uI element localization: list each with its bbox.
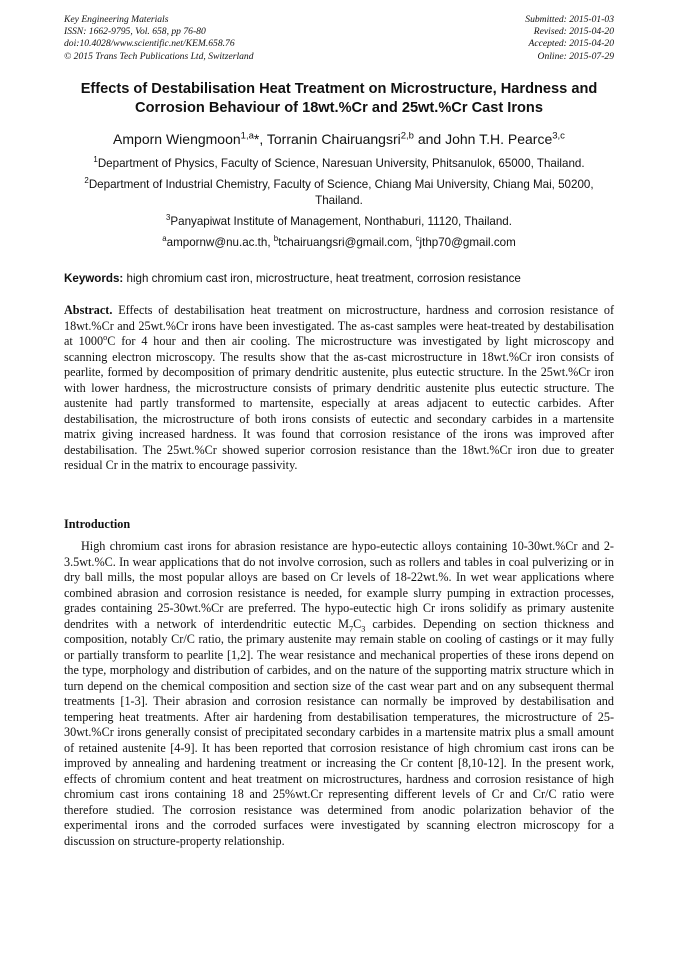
author-list [64,130,614,148]
abstract [64,303,614,474]
intro-text-1: High chromium cast irons for abrasion resistance are hypo-eutectic alloys containing 10-30wt.%Cr and 2-3.5wt.%C. In wear applications that do not involve corrosion, such as rollers and tables in coal pulverizing or in dry ball mills, the most popular alloys are based on Cr levels of 18-22wt.%. In wet wear applications where combined abrasion and corrosion resistance is needed, for example slurry pumping in extraction processes, grades containing 25-30wt.%Cr are preferred. The hypo-eutectic high Cr irons solidify as primary austenite dendrites with a network of interdendritic eutectic M [64,539,614,631]
keywords-label: Keywords: [64,272,124,285]
affiliation-1-mark: 1 [93,155,98,165]
author-separator: , [259,131,267,147]
affiliation-2 [64,177,614,208]
author-1: Amporn Wiengmoon [113,131,241,147]
affiliation-1 [64,156,614,171]
intro-text-2: C [353,616,362,631]
email-b-mark: b [273,234,279,244]
abstract-text-1: Effects of destabilisation heat treatment on microstructure, hardness and corrosion resistance of 18wt.%Cr and 25wt.%Cr irons have been investigated. The as-cast samples were heat-treated by destabilisation at 1000 [64,303,614,349]
author-2: Torranin Chairuangsri [266,131,401,147]
journal-header [64,14,394,63]
date-revised: Revised: 2015-04-20 [533,26,614,38]
affiliation-1-text: Department of Physics, Faculty of Science, Naresuan University, Phitsanulok, 65000, Thailand. [97,157,585,170]
degree-mark: o [103,333,108,343]
publication-dates [414,14,614,63]
journal-issn: ISSN: 1662-9795, Vol. 658, pp 76-80 [64,26,206,38]
author-3: John T.H. Pearce [445,131,553,147]
affiliation-2-text: Department of Industrial Chemistry, Faculty of Science, Chiang Mai University, Chiang Mai, 50200, Thailand. [88,178,594,207]
author-1-affil: 1,a [240,130,254,142]
affiliation-2-mark: 2 [84,176,89,186]
email-c[interactable]: jthp70@gmail.com [419,236,516,250]
paper-title: Effects of Destabilisation Heat Treatment on Microstructure, Hardness and Corrosion Behaviour of 18wt.%Cr and 25wt.%Cr Cast Irons [80,81,598,116]
date-accepted: Accepted: 2015-04-20 [528,38,614,50]
subscript-7: 7 [348,623,354,633]
corresponding-mark: * [253,131,260,147]
affiliation-3-text: Panyapiwat Institute of Management, Nonthaburi, 11120, Thailand. [170,214,512,228]
introduction-paragraph [64,539,614,849]
intro-text-3: carbides. Depending on section thickness and composition, notably Cr/C ratio, the primary austenite may remain stable on cooling of castings or it may fully or partially transform to pearlite [1,2]. The wear resistance and mechanical properties of these irons depend on the type, morphology and distribution of carbides, and on the nature of the supporting matrix structure which in turn depend on the chemical composition and section size of the cast wear part and on any subsequent thermal treatments [1-3]. Their abrasion and corrosion resistance can normally be improved by destabilisation and tempering heat treatments. After air hardening from destabilisation temperatures, the microstructure of 25-30wt.%Cr irons generally consist of precipitated secondary carbides in a martensite matrix plus a small amount of retained austenite [4-9]. It has been reported that corrosion resistance of high chromium cast irons can be improved by annealing and hardening treatment or increasing the Cr content [8,10-12]. In the present work, effects of chromium content and heat treatment on microstructures, hardness and corrosion resistance of high chromium cast irons containing 18 and 25%wt.Cr representing different levels of Cr and Cr/C ratio were therefore studied. The corrosion resistance was determined from anodic polarization behavior of the experimental irons and the corroded surfaces were investigated by scanning electron microscopy for a discussion on structure-property relationship. [64,616,614,848]
keywords [64,271,614,286]
email-b[interactable]: tchairuangsri@gmail.com, [278,236,416,250]
subscript-3: 3 [361,623,366,633]
email-a-mark: a [162,234,167,244]
affiliation-3-mark: 3 [166,213,171,223]
journal-name: Key Engineering Materials [64,14,169,25]
email-a[interactable]: ampornw@nu.ac.th, [166,236,274,250]
abstract-text-2: C for 4 hour and then air cooling. The microstructure was investigated by light microscopy and scanning electron microscopy. The results show that the as-cast microstructure in 18wt.%Cr iron consists of pearlite, formed by decomposition of primary dendritic austenite, plus eutectic structure. In the 25wt.%Cr iron with lower hardness, the microstructure consists of primary dendritic austenite plus eutectic structure. The austenite had partly transformed to martensite, especially at areas adjacent to eutectic carbides. After destabilisation, the microstructure of both irons consists of eutectic and secondary carbides in a martensite matrix giving increased hardness. It was found that corrosion resistance of the irons was improved after destabilisation. The 25wt.%Cr showed superior corrosion resistance than the 18wt.%Cr iron due to greater residual Cr in the matrix to encourage passivity. [64,334,614,473]
email-c-mark: c [415,234,420,244]
journal-doi: doi:10.4028/www.scientific.net/KEM.658.76 [64,38,235,50]
author-emails [64,235,614,250]
affiliation-3 [64,214,614,229]
affiliations [64,156,614,256]
date-submitted: Submitted: 2015-01-03 [525,14,614,25]
author-2-affil: 2,b [400,130,414,142]
journal-copyright: © 2015 Trans Tech Publications Ltd, Switzerland [64,50,254,62]
section-heading-introduction: Introduction [64,517,131,531]
date-online: Online: 2015-07-29 [537,50,614,62]
abstract-label: Abstract. [64,303,113,317]
author-3-affil: 3,c [552,130,565,142]
author-separator: and [413,131,446,147]
keywords-text: high chromium cast iron, microstructure, heat treatment, corrosion resistance [123,272,521,285]
